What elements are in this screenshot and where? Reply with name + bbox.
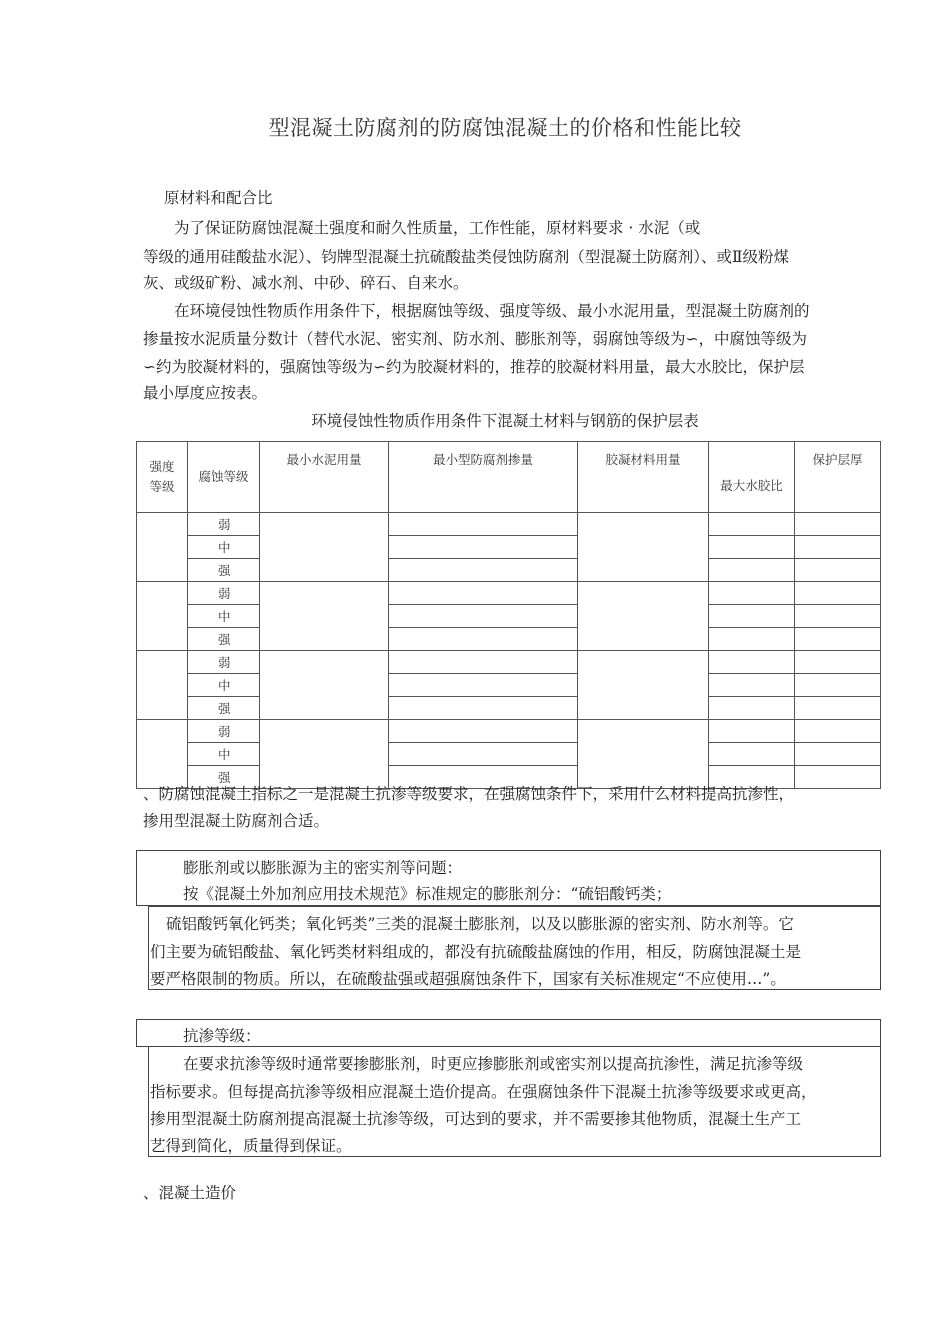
box2-body-line: 在要求抗渗等级时通常要掺膨胀剂，时更应掺膨胀剂或密实剂以提高抗渗性，满足抗渗等级 [183, 1055, 804, 1073]
header-corrosion: 腐蚀等级 [188, 442, 260, 513]
box1-body-line: 要严格限制的物质。所以，在硫酸盐强或超强腐蚀条件下，国家有关标准规定“不应使用…”。 [150, 970, 786, 988]
cover-cell [795, 582, 881, 605]
section2-line: 、防腐蚀混凝土指标之一是混凝土抗渗等级要求，在强腐蚀条件下，采用什么材料提高抗渗性， [143, 785, 795, 803]
box2-body-line: 艺得到简化，质量得到保证。 [150, 1137, 352, 1155]
cover-cell [795, 559, 881, 582]
cover-cell [795, 605, 881, 628]
cover-cell [795, 628, 881, 651]
box1-line: 膨胀剂或以膨胀源为主的密实剂等问题： [183, 859, 463, 877]
binder-cell [578, 582, 709, 651]
min-cement-cell [260, 720, 389, 789]
box1-body-line: 硫铝酸钙氧化钙类；氧化钙类”三类的混凝土膨胀剂，以及以膨胀源的密实剂、防水剂等。它 [166, 915, 794, 933]
level-cell: 强 [188, 628, 260, 651]
table-row [137, 743, 881, 766]
table-row [137, 605, 881, 628]
wb-cell [709, 720, 795, 743]
wb-cell [709, 651, 795, 674]
wb-cell [709, 697, 795, 720]
wb-cell [709, 582, 795, 605]
para2-line: 最小厚度应按表。 [143, 384, 268, 402]
section3-heading: 、混凝土造价 [143, 1184, 237, 1202]
box2-body-line: 指标要求。但每提高抗渗等级相应混凝土造价提高。在强腐蚀条件下混凝土抗渗等级要求或更高， [150, 1083, 817, 1101]
cover-cell [795, 513, 881, 536]
additive-cell [389, 720, 578, 743]
level-cell: 中 [188, 674, 260, 697]
header-max-wb: 最大水胶比 [709, 442, 795, 513]
level-cell: 中 [188, 605, 260, 628]
box2-heading: 抗渗等级： [183, 1027, 261, 1045]
binder-cell [578, 651, 709, 720]
para2-line: ∽约为胶凝材料的，强腐蚀等级为∽约为胶凝材料的，推荐的胶凝材料用量，最大水胶比，保护层 [143, 358, 805, 376]
additive-cell [389, 674, 578, 697]
table-caption: 环境侵蚀性物质作用条件下混凝土材料与钢筋的保护层表 [311, 412, 699, 430]
table-row [137, 651, 881, 674]
para1-line: 等级的通用硅酸盐水泥）、钧牌型混凝土抗硫酸盐类侵蚀防腐剂（型混凝土防腐剂）、或Ⅱ级粉煤 [143, 248, 790, 266]
min-cement-cell [260, 582, 389, 651]
table-row [137, 582, 881, 605]
min-cement-cell [260, 651, 389, 720]
box2-body-line: 掺用型混凝土防腐剂提高混凝土抗渗等级，可达到的要求，并不需要掺其他物质，混凝土生产工 [150, 1110, 802, 1128]
header-binder: 胶凝材料用量 [578, 442, 709, 513]
table-row [137, 720, 881, 743]
cover-cell [795, 697, 881, 720]
box1-line: 按《混凝土外加剂应用技术规范》标准规定的膨胀剂分：“硫铝酸钙类； [183, 885, 672, 903]
wb-cell [709, 628, 795, 651]
level-cell: 强 [188, 559, 260, 582]
binder-cell [578, 513, 709, 582]
table-row [137, 674, 881, 697]
cover-cell [795, 651, 881, 674]
header-strength: 强度 等级 [137, 442, 188, 513]
strength-cell [137, 651, 188, 720]
section2-line: 掺用型混凝土防腐剂合适。 [143, 812, 330, 830]
para2-line: 掺量按水泥质量分数计（替代水泥、密实剂、防水剂、膨胀剂等，弱腐蚀等级为∽，中腐蚀等级为 [143, 330, 807, 348]
protection-table [136, 441, 881, 789]
level-cell: 弱 [188, 513, 260, 536]
level-cell: 弱 [188, 720, 260, 743]
table-row [137, 697, 881, 720]
additive-cell [389, 582, 578, 605]
table-row [137, 513, 881, 536]
para2-line: 在环境侵蚀性物质作用条件下，根据腐蚀等级、强度等级、最小水泥用量，型混凝土防腐剂的 [174, 302, 810, 320]
level-cell: 强 [188, 697, 260, 720]
wb-cell [709, 605, 795, 628]
binder-cell [578, 720, 709, 789]
additive-cell [389, 536, 578, 559]
additive-cell [389, 651, 578, 674]
min-cement-cell [260, 513, 389, 582]
level-cell: 弱 [188, 582, 260, 605]
wb-cell [709, 536, 795, 559]
para1-line: 灰、或级矿粉、减水剂、中砂、碎石、自来水。 [143, 274, 469, 292]
table-row [137, 559, 881, 582]
wb-cell [709, 674, 795, 697]
cover-cell [795, 720, 881, 743]
box1-body-line: 们主要为硫铝酸盐、氧化钙类材料组成的，都没有抗硫酸盐腐蚀的作用，相反，防腐蚀混凝土是 [150, 943, 802, 961]
additive-cell [389, 628, 578, 651]
additive-cell [389, 743, 578, 766]
wb-cell [709, 743, 795, 766]
wb-cell [709, 513, 795, 536]
level-cell: 弱 [188, 651, 260, 674]
header-cover: 保护层厚 [795, 442, 881, 513]
strength-cell [137, 582, 188, 651]
additive-cell [389, 697, 578, 720]
table-row [137, 628, 881, 651]
level-cell: 中 [188, 536, 260, 559]
strength-cell [137, 720, 188, 789]
table-row [137, 536, 881, 559]
strength-cell [137, 513, 188, 582]
level-cell: 强 [188, 766, 260, 789]
cover-cell [795, 536, 881, 559]
section-heading-materials: 原材料和配合比 [164, 189, 273, 207]
header-min-additive: 最小型防腐剂掺量 [389, 442, 578, 513]
wb-cell [709, 559, 795, 582]
level-cell: 中 [188, 743, 260, 766]
para1-line: 为了保证防腐蚀混凝土强度和耐久性质量，工作性能，原材料要求 · 水泥（或 [174, 219, 701, 237]
additive-cell [389, 605, 578, 628]
table-header-row [137, 442, 881, 513]
header-min-cement: 最小水泥用量 [260, 442, 389, 513]
additive-cell [389, 513, 578, 536]
cover-cell [795, 743, 881, 766]
additive-cell [389, 559, 578, 582]
page-title: 型混凝土防腐剂的防腐蚀混凝土的价格和性能比较 [268, 116, 742, 140]
cover-cell [795, 674, 881, 697]
cover-cell [795, 766, 881, 789]
